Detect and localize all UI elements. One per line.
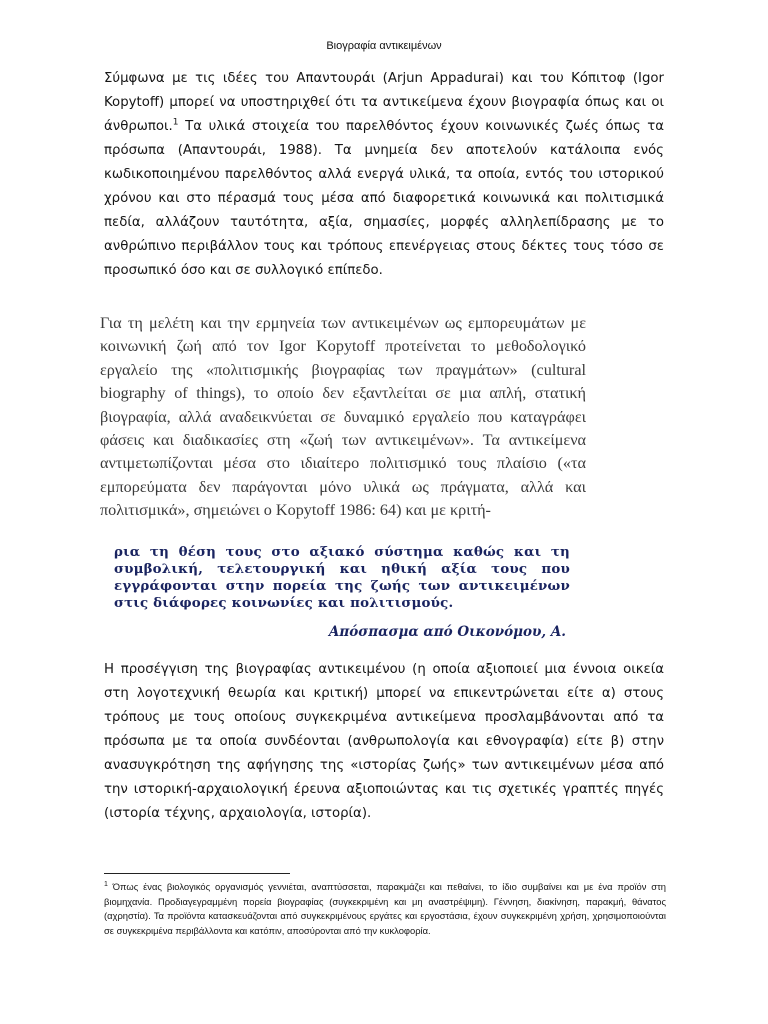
scanned-excerpt-continuation: ρια τη θέση τους στο αξιακό σύστημα καθώς και τη συμβολική, τελετουργική και ηθική αξία τους που εγγράφονται στην πορεία της ζωής των αντικειμένων στις διάφορες κοινωνίες και πολιτισμούς. — [114, 544, 570, 611]
paragraph-intro — [104, 67, 664, 283]
footnote — [104, 880, 666, 938]
excerpt-credit: Απόσπασμα από Οικονόμου, Α. — [328, 624, 566, 640]
footnote-separator — [104, 873, 290, 874]
paragraph-intro-text-continued: Τα υλικά στοιχεία του παρελθόντος έχουν κοινωνικές ζωές όπως τα πρόσωπα (Απαντουράι, 1988). Τα μνημεία δεν αποτελούν κατάλοιπα ενός κωδικοποιημένου παρελθόντος αλλά ενεργά υλικά, τα οποία, εντός του ιστορικού χρόνου και στο πέρασμά τους μέσα από διαφορετικά κοινωνικά και πολιτισμικά πεδία, αλλάζουν ταυτότητα, αξία, σημασίες, μορφές αλληλεπίδρασης με το ανθρώπινο περιβάλλον τους και τρόπους επενέργειας στους δέκτες τους τόσο σε προσωπικό όσο και σε συλλογικό επίπεδο. — [104, 119, 664, 278]
footnote-number: 1 — [104, 880, 108, 888]
footnote-text: Όπως ένας βιολογικός οργανισμός γεννιέται, αναπτύσσεται, παρακμάζει και πεθαίνει, το ίδιο συμβαίνει και με ένα προϊόν στη βιομηχανία. Προδιαγεγραμμένη πορεία βιογραφίας (συγκεκριμένη και μη αναστρέψιμη). Γέννηση, διακίνηση, παρακμή, θάνατος (αχρηστία). Τα προϊόντα κατασκευάζονται από συγκεκριμένους εργάτες και εργοστάσια, έχουν συγκεκριμένη χρήση, χρησιμοποιούνται σε συγκεκριμένα περιβάλλοντα και κατόπιν, αποσύρονται από την κυκλοφορία. — [104, 881, 666, 936]
footnote-reference[interactable]: 1 — [172, 117, 179, 128]
document-title: Βιογραφία αντικειμένων — [326, 40, 442, 52]
paragraph-intro-text: Σύμφωνα με τις ιδέες του Απαντουράι (Arjun Appadurai) και του Κόπιτοφ (Igor Kopytoff) μπορεί να υποστηριχθεί ότι τα αντικείμενα έχουν βιογραφία όπως και οι άνθρωποι. — [104, 71, 664, 134]
scanned-excerpt-body: Για τη μελέτη και την ερμηνεία των αντικειμένων ως εμπορευμάτων με κοινωνική ζωή από τον Igor Kopytoff προτείνεται το μεθοδολογικό εργαλείο της «πολιτισμικής βιογραφίας των πραγμάτων» (cultural biography of things), το οποίο δεν εξαντλείται σε μια απλή, στατική βιογραφία, αλλά αναδεικνύεται σε δυναμικό εργαλείο που καταγράφει φάσεις και διαδικασίες στη «ζωή των αντικειμένων». Τα αντικείμενα αντιμετωπίζονται μέσα στο ιδιαίτερο πολιτισμικό τους πλαίσιο («τα εμπορεύματα δεν παράγονται μόνο υλικά ως πράγματα, αλλά και πολιτισμικά», σημειώνει ο Kopytoff 1986: 64) και με κριτή- — [100, 314, 586, 520]
paragraph-approach: Η προσέγγιση της βιογραφίας αντικειμένου (η οποία αξιοποιεί μια έννοια οικεία στη λογοτεχνική θεωρία και κριτική) μπορεί να επικεντρώνεται είτε α) στους τρόπους με τους οποίους συγκεκριμένα αντικείμενα προσλαμβάνονται από τα πρόσωπα με τα οποία συνδέονται (ανθρωπολογία και εθνογραφία) είτε β) στην ανασυγκρότηση της αφήγησης της «ιστορίας ζωής» των αντικειμένων μέσα από την ιστορική-αρχαιολογική έρευνα αξιοποιώντας και τις σχετικές γραπτές πηγές (ιστορία τέχνης, αρχαιολογία, ιστορία). — [104, 662, 664, 821]
